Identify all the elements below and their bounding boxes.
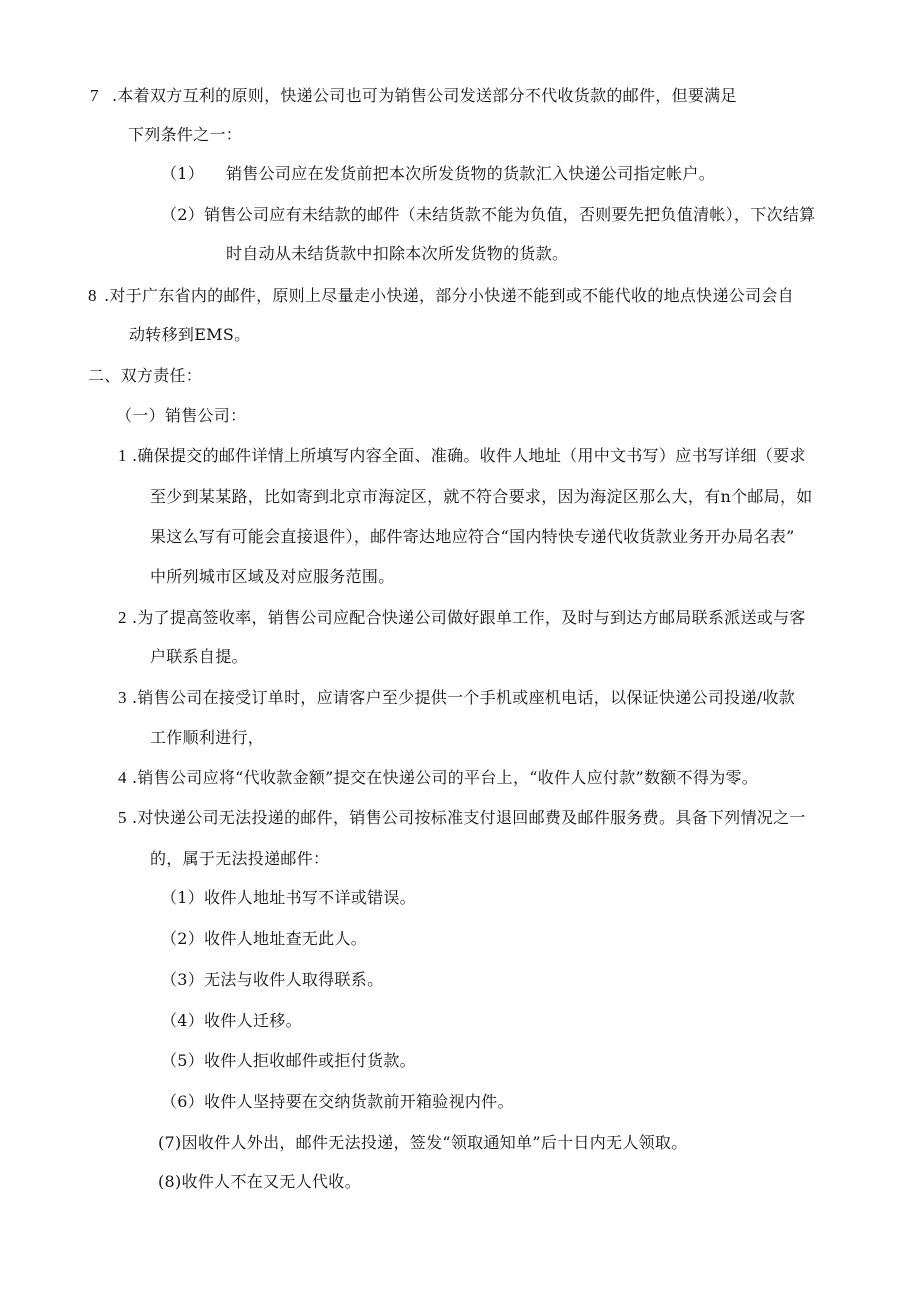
paragraph-line: 下列条件之一：: [128, 125, 243, 144]
item-number-8: 8: [88, 286, 97, 305]
paragraph-line: 至少到某某路，比如寄到北京市海淀区，就不符合要求，因为海淀区那么大，有n个邮局，如: [150, 487, 813, 506]
item-number-7: 7: [90, 86, 99, 105]
paragraph-line: .销售公司应将“代收款金额”提交在快递公司的平台上，“收件人应付款”数额不得为零。: [132, 768, 759, 787]
paragraph-line: 的，属于无法投递邮件：: [150, 849, 330, 868]
list-item: （5）收件人拒收邮件或拒付货款。: [161, 1051, 416, 1070]
paragraph-line: 中所列城市区域及对应服务范围。: [150, 567, 395, 586]
paragraph-line: 销售公司应在发货前把本次所发货物的货款汇入快递公司指定帐户。: [226, 164, 716, 183]
item-number-3: 3: [118, 688, 127, 707]
paragraph-line: .确保提交的邮件详情上所填写内容全面、准确。收件人地址（用中文书写）应书写详细（要求: [132, 446, 806, 465]
item-number-5: 5: [118, 808, 127, 827]
paragraph-line: .对快递公司无法投递的邮件，销售公司按标准支付退回邮费及邮件服务费。具备下列情况之一: [132, 808, 806, 827]
paragraph-line: .为了提高签收率，销售公司应配合快递公司做好跟单工作，及时与到达方邮局联系派送或与客: [132, 608, 806, 627]
paragraph-line: （2）销售公司应有未结款的邮件（未结货款不能为负值，否则要先把负值清帐），下次结算: [161, 205, 816, 224]
paragraph-line: .对于广东省内的邮件，原则上尽量走小快递，部分小快递不能到或不能代收的地点快递公司会自: [104, 286, 794, 305]
list-item: (8)收件人不在又无人代收。: [158, 1172, 361, 1191]
paragraph-line: 果这么写有可能会直接退件），邮件寄达地应符合“国内特快专递代收货款业务开办局名表”: [150, 527, 795, 546]
list-item: （1）收件人地址书写不详或错误。: [161, 888, 416, 907]
paragraph-line: .销售公司在接受订单时，应请客户至少提供一个手机或座机电话，以保证快递公司投递/收款: [132, 688, 796, 707]
sub-item-number: （1）: [161, 164, 205, 183]
paragraph-line: 工作顺利进行，: [150, 728, 265, 747]
list-item: （6）收件人坚持要在交纳货款前开箱验视内件。: [161, 1092, 514, 1111]
list-item: (7)因收件人外出，邮件无法投递，签发“领取通知单”后十日内无人领取。: [158, 1133, 688, 1152]
subsection-heading: （一）销售公司：: [116, 406, 247, 425]
list-item: （4）收件人迁移。: [161, 1011, 302, 1030]
paragraph-line: .本着双方互利的原则，快递公司也可为销售公司发送部分不代收货款的邮件，但要满足: [112, 86, 737, 105]
list-item: （2）收件人地址查无此人。: [161, 929, 368, 948]
item-number-4: 4: [118, 768, 127, 787]
list-item: （3）无法与收件人取得联系。: [161, 970, 384, 989]
paragraph-line: 时自动从未结货款中扣除本次所发货物的货款。: [226, 244, 569, 263]
paragraph-line: 户联系自提。: [150, 647, 248, 666]
item-number-2: 2: [118, 608, 127, 627]
paragraph-line: 动转移到EMS。: [129, 325, 251, 344]
section-heading: 二、双方责任：: [88, 366, 203, 385]
item-number-1: 1: [118, 446, 127, 465]
